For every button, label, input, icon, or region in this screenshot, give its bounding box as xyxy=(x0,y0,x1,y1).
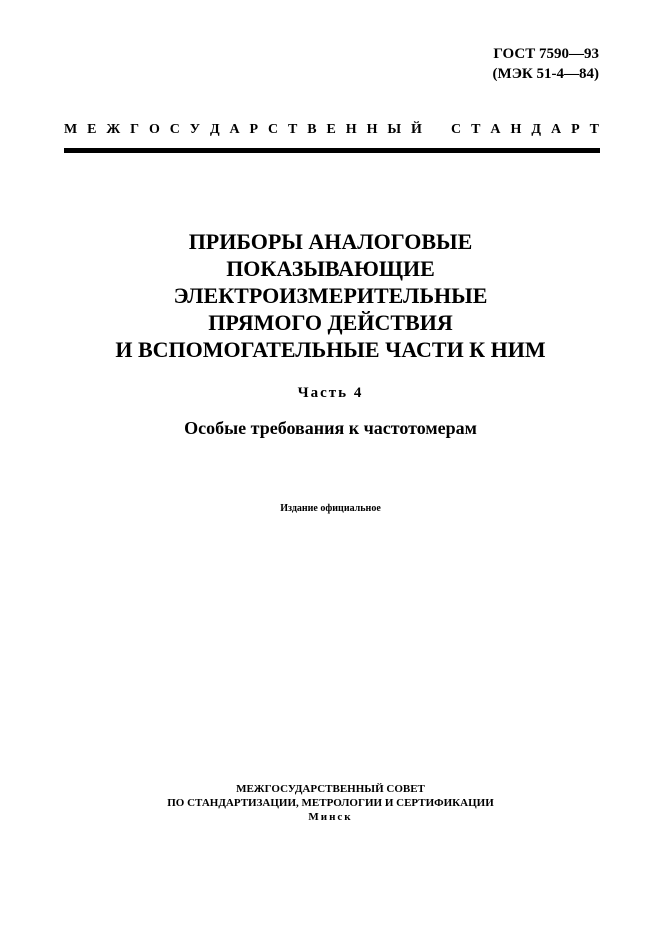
heading-word-standard: С Т А Н Д А Р Т xyxy=(451,122,599,137)
standard-number-block xyxy=(493,44,599,84)
publisher-block xyxy=(0,782,661,824)
title-line: ПРЯМОГО ДЕЙСТВИЯ xyxy=(208,310,453,335)
document-title xyxy=(0,228,661,363)
publisher-line: МЕЖГОСУДАРСТВЕННЫЙ СОВЕТ xyxy=(236,783,425,795)
part-number: Часть 4 xyxy=(297,385,364,401)
part-title: Особые требования к частотомерам xyxy=(184,418,477,438)
title-line: И ВСПОМОГАТЕЛЬНЫЕ ЧАСТИ К НИМ xyxy=(115,337,546,362)
edition-label: Издание официальное xyxy=(280,503,381,514)
iec-number: (МЭК 51-4—84) xyxy=(492,66,599,82)
publisher-city: Минск xyxy=(308,811,353,823)
title-line: ЭЛЕКТРОИЗМЕРИТЕЛЬНЫЕ xyxy=(173,283,488,308)
standard-number: ГОСТ 7590—93 xyxy=(493,46,599,62)
heading-word-interstate: М Е Ж Г О С У Д А Р С Т В Е Н Н Ы Й xyxy=(64,122,422,137)
publisher-line: ПО СТАНДАРТИЗАЦИИ, МЕТРОЛОГИИ И СЕРТИФИКАЦИИ xyxy=(167,797,494,809)
title-line: ПОКАЗЫВАЮЩИЕ xyxy=(226,256,435,281)
interstate-standard-heading xyxy=(64,121,599,139)
title-line: ПРИБОРЫ АНАЛОГОВЫЕ xyxy=(188,229,473,254)
heading-rule xyxy=(64,148,600,153)
